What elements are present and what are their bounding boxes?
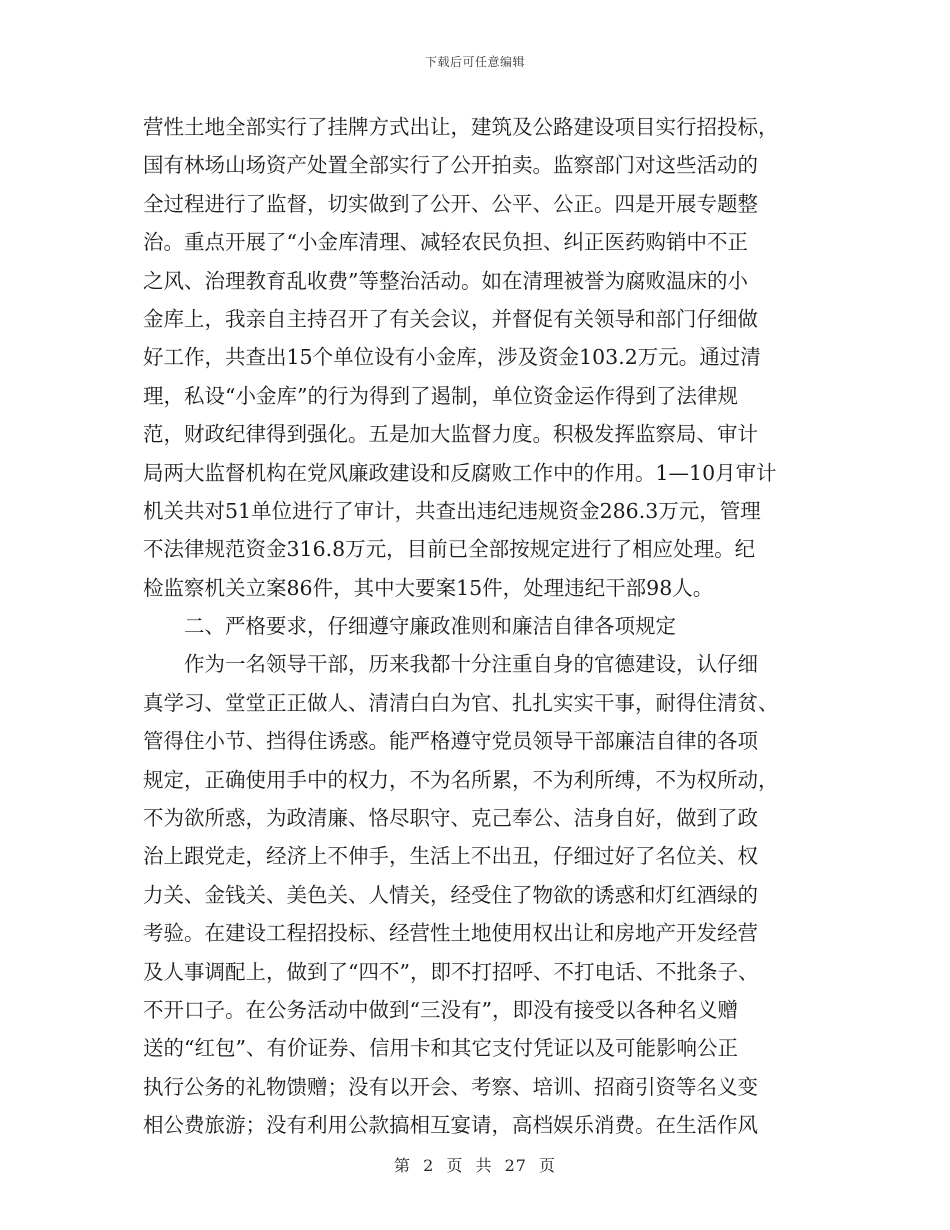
text-line: 营性土地全部实行了挂牌方式出让，建筑及公路建设项目实行招投标，: [143, 115, 779, 139]
text-line: 局两大监督机构在党风廉政建设和反腐败工作中的作用。1—10月审计: [143, 460, 777, 485]
text-line: 相公费旅游；没有利用公款搞相互宴请，高档娱乐消费。在生活作风: [143, 1113, 758, 1138]
text-line: 考验。在建设工程招投标、经营性土地使用权出让和房地产开发经营: [143, 921, 758, 946]
text-line: 不为欲所惑，为政清廉、恪尽职守、克己奉公、洁身自好，做到了政: [143, 806, 758, 831]
text-line: 不开口子。在公务活动中做到“三没有”，即没有接受以各种名义赠: [143, 997, 738, 1022]
text-line: 金库上，我亲自主持召开了有关会议，并督促有关领导和部门仔细做: [143, 306, 758, 331]
total-prefix: 共: [475, 1156, 493, 1175]
text-line: 作为一名领导干部，历来我都十分注重自身的官德建设，认仔细: [184, 652, 758, 677]
text-line: 国有林场山场资产处置全部实行了公开拍卖。监察部门对这些活动的: [143, 153, 758, 178]
text-line: 好工作，共查出15个单位设有小金库，涉及资金103.2万元。通过清: [143, 345, 761, 370]
text-line: 机关共对51单位进行了审计，共查出违纪违规资金286.3万元，管理: [143, 498, 761, 523]
text-line: 管得住小节、挡得住诱惑。能严格遵守党员领导干部廉洁自律的各项: [143, 729, 758, 754]
page-header-note: 下载后可任意编辑: [424, 55, 525, 69]
document-body: [143, 108, 803, 1145]
text-line: 送的“红包”、有价证券、信用卡和其它支付凭证以及可能影响公正: [143, 1036, 738, 1061]
text-line: 范，财政纪律得到强化。五是加大监督力度。积极发挥监察局、审计: [143, 422, 758, 447]
total-pages: 27: [504, 1156, 527, 1175]
page-number: [0, 1153, 950, 1176]
text-line: 执行公务的礼物馈赠；没有以开会、考察、培训、招商引资等名义变: [143, 1074, 758, 1099]
text-line: 不法律规范资金316.8万元，目前已全部按规定进行了相应处理。纪: [143, 537, 756, 562]
text-line: 理，私设“小金库”的行为得到了遏制，单位资金运作得到了法律规: [143, 383, 738, 408]
text-line: 力关、金钱关、美色关、人情关，经受住了物欲的诱惑和灯红酒绿的: [143, 882, 758, 907]
current-page: 2: [423, 1156, 435, 1175]
text-line: 真学习、堂堂正正做人、清清白白为官、扎扎实实干事，耐得住清贫、: [143, 690, 779, 715]
text-line: 全过程进行了监督，切实做到了公开、公平、公正。四是开展专题整: [143, 191, 758, 216]
text-line: 之风、治理教育乱收费”等整治活动。如在清理被誉为腐败温床的小: [143, 268, 748, 293]
page-unit: 页: [446, 1156, 464, 1175]
text-line: 规定，正确使用手中的权力，不为名所累，不为利所缚，不为权所动，: [143, 767, 779, 792]
text-line: 检监察机关立案86件，其中大要案15件，处理违纪干部98人。: [143, 575, 714, 600]
section-heading: 二、严格要求，仔细遵守廉政准则和廉洁自律各项规定: [184, 614, 676, 639]
page-prefix: 第: [393, 1156, 411, 1175]
text-line: 治。重点开展了“小金库清理、减轻农民负担、纠正医药购销中不正: [143, 230, 748, 255]
text-line: 治上跟党走，经济上不伸手，生活上不出丑，仔细过好了名位关、权: [143, 844, 758, 869]
text-line: 及人事调配上，做到了“四不”，即不打招呼、不打电话、不批条子、: [143, 959, 759, 984]
total-unit: 页: [539, 1156, 557, 1175]
